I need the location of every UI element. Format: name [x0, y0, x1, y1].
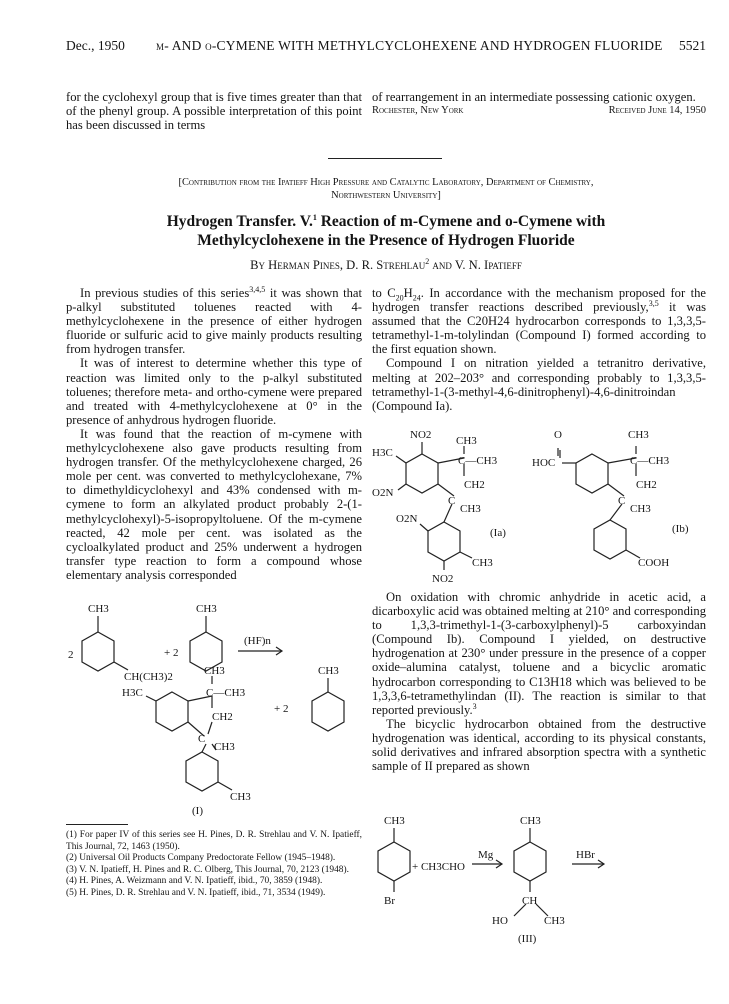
s1-c-ch3: C—CH3: [206, 687, 246, 699]
ib-ch3-a: CH3: [628, 429, 649, 441]
right-column-body-top: [372, 286, 706, 413]
ib-c-ch3: C—CH3: [630, 455, 670, 467]
s1-c: C: [198, 733, 206, 745]
header-page-number: 5521: [679, 38, 706, 53]
left-paragraph-2: It was of interest to determine whether this type of reaction was limited only to the p-alkyl substituted toluenes; therefore meta- and ortho-cymene were prepared and treated with 4-methylcyclohexene at 0° in the presence of anhydrous hydrogen fluoride.: [66, 356, 362, 427]
rp3-ref: 3: [472, 701, 477, 711]
ia-ch2: CH2: [464, 479, 485, 491]
ib-c: C: [618, 495, 626, 507]
ia-ch3-c: CH3: [472, 557, 493, 569]
title-line1-a: Hydrogen Transfer. V.: [166, 213, 313, 230]
s3-ho: HO: [492, 915, 508, 927]
byline-b: and V. N. Ipatieff: [429, 258, 522, 272]
title-footnote-ref: 1: [312, 212, 317, 222]
footnotes: [66, 830, 362, 900]
s3-label: (III): [518, 933, 537, 945]
s1-h3c: H3C: [122, 687, 143, 699]
footnote-4: (4) H. Pines, A. Weizmann and V. N. Ipatieff, ibid., 70, 3859 (1948).: [66, 876, 323, 887]
rp1-a: to C: [372, 286, 396, 300]
s3-mg: Mg: [478, 849, 494, 861]
s3-hbr: HBr: [576, 849, 595, 861]
byline-a: By Herman Pines, D. R. Strehlau: [250, 258, 426, 272]
rp1-d: it was assumed that the C20H24 hydrocarbon corresponds to 1,3,3,5-tetramethyl-1-m-tolylindan (Compound I) formed according to the first equation shown.: [372, 300, 706, 357]
ia-o2n-a: O2N: [372, 487, 394, 499]
ib-label: (Ib): [672, 523, 689, 535]
s3-plus: + CH3CHO: [412, 861, 465, 873]
footnote-1: (1) For paper IV of this series see H. Pines, D. R. Strehlau and V. N. Ipatieff, This Journal, 72, 1463 (1950).: [66, 830, 362, 852]
reaction-scheme-1: [66, 596, 362, 818]
ia-no2-b: NO2: [432, 573, 454, 585]
title-line2: Methylcyclohexene in the Presence of Hydrogen Fluoride: [197, 232, 575, 249]
byline-footnote-ref: 2: [425, 256, 430, 266]
s3-ch3-b: CH3: [520, 815, 541, 827]
footnote-3: (3) V. N. Ipatieff, H. Pines and R. C. Olberg, This Journal, 70, 2123 (1948).: [66, 864, 349, 875]
s1-ch3-d: CH3: [214, 741, 235, 753]
ia-ch3-b: CH3: [460, 503, 481, 515]
prev-article-received: Received June 14, 1950: [608, 105, 706, 117]
ia-h3c: H3C: [372, 447, 393, 459]
s1-reagent: (HF)n: [244, 635, 271, 647]
prev-article-location: Rochester, New York: [372, 105, 464, 117]
contribution-line2: Northwestern University]: [331, 190, 441, 201]
ia-ch3-a: CH3: [456, 435, 477, 447]
s1-ch3-c: CH3: [204, 665, 225, 677]
ib-o: O: [554, 429, 562, 441]
prev-article-right: [372, 90, 706, 118]
s1-ch3-a: CH3: [88, 603, 109, 615]
left-p1-text: In previous studies of this series: [80, 286, 250, 300]
s3-ch3-c: CH3: [544, 915, 565, 927]
rp1-sub1: 20: [395, 293, 404, 303]
left-paragraph-1: [66, 286, 362, 356]
prev-article-left-text: for the cyclohexyl group that is five times greater than that of the phenyl group. A possible interpretation of this point has been discussed in terms: [66, 90, 362, 133]
right-column-body-bottom: [372, 590, 706, 773]
ib-ch2: CH2: [636, 479, 657, 491]
s1-ch3-e: CH3: [318, 665, 339, 677]
byline: [66, 258, 706, 273]
s1-plus-b: + 2: [274, 703, 289, 715]
reaction-scheme-3: [372, 812, 706, 962]
rp1-b: H: [403, 286, 413, 300]
reaction-scheme-ia-ib: [372, 424, 706, 586]
ib-hoc: HOC: [532, 457, 556, 469]
right-paragraph-1: [372, 286, 706, 356]
right-paragraph-3: [372, 590, 706, 717]
header-date: Dec., 1950: [66, 38, 125, 53]
article-title: [66, 212, 706, 250]
s1-ch3-f: CH3: [230, 791, 251, 803]
s1-coef-a: 2: [68, 649, 74, 661]
rp3-text: On oxidation with chromic anhydride in acetic acid, a dicarboxylic acid was obtained melting at 210° and corresponding to 1,3,3-trimethyl-1-(3-carboxylphenyl)-5 carboxyindan (Compound Ib). Compound I yielded, on destructive hydrogenation at 230° under pressure in the presence of a copper oxide–alumina catalyst, toluene and a bicyclic aromatic hydrocarbon corresponding to C13H18 which was believed to be 1,3,3,6-tetramethylindan (II). The reaction is similar to that reported previously.: [372, 590, 706, 717]
header-running-title: m- AND o-CYMENE WITH METHYLCYCLOHEXENE AND HYDROGEN FLUORIDE: [156, 38, 663, 53]
prev-article-address: [372, 104, 706, 118]
s3-ch3-a: CH3: [384, 815, 405, 827]
rp1-sub2: 24: [412, 293, 421, 303]
ib-cooh: COOH: [638, 557, 670, 569]
right-paragraph-2: Compound I on nitration yielded a tetranitro derivative, melting at 202–203° and corresponding probably to 1,3,3,5-tetramethyl-1-(3-methyl-4,6-dinitrophenyl)-4,6-dinitroindan (Compound Ia).: [372, 356, 706, 413]
s1-label-i: (I): [192, 805, 203, 817]
ia-label: (Ia): [490, 527, 506, 539]
rp1-refs: 3,5: [648, 298, 659, 308]
prev-article-right-text: of rearrangement in an intermediate possessing cationic oxygen.: [372, 90, 696, 104]
s1-ch3-b: CH3: [196, 603, 217, 615]
s3-br: Br: [384, 895, 395, 907]
prev-article-left: [66, 90, 362, 132]
s1-plus-a: + 2: [164, 647, 179, 659]
footnote-divider: [66, 824, 128, 825]
s3-ch: CH: [522, 895, 538, 907]
section-divider: [328, 158, 442, 159]
footnote-5: (5) H. Pines, D. R. Strehlau and V. N. Ipatieff, ibid., 71, 3534 (1949).: [66, 887, 326, 898]
left-paragraph-3: It was found that the reaction of m-cymene with methylcyclohexene also gave products resulting from hydrogen transfer. Of the methylcyclohexene charged, 26 mole per cent. was converted to methylcyclohexane, 7% to dimethyldicyclohexyl and 43% condensed with m-cymene to form an alkylated product probably 2-(1-methylcyclohexyl)-5-isopropyltoluene. Of the m-cymene reacted, 42 mole per cent. was isolated as the cycloalkylated product and 25% underwent a hydrogen transfer type reaction to form a compound whose elementary analysis corresponded: [66, 426, 362, 582]
contribution-line1: [Contribution from the Ipatieff High Pressure and Catalytic Laboratory, Department of Chemistry,: [178, 177, 594, 188]
running-header: [66, 38, 706, 56]
ia-no2-a: NO2: [410, 429, 432, 441]
left-p1-rest: it was shown that p-alkyl substituted toluenes reacted with 4-methylcyclohexene in the presence of either hydrogen fluoride or sulfuric acid to give mainly products resulting from hydrogen transfer.: [66, 286, 363, 357]
left-p1-refs: 3,4,5: [249, 284, 266, 294]
ia-o2n-b: O2N: [396, 513, 418, 525]
ib-ch3-b: CH3: [630, 503, 651, 515]
s1-isopropyl: CH(CH3)2: [124, 671, 173, 683]
left-column-body: [66, 286, 362, 582]
rp1-c: . In accordance with the mechanism proposed for the hydrogen transfer reactions described previously,: [372, 286, 706, 315]
right-paragraph-4: The bicyclic hydrocarbon obtained from the destructive hydrogenation was identical, according to its physical constants, solid derivatives and infrared absorption spectra with a synthetic sample of II prepared as shown: [372, 716, 706, 774]
footnote-2: (2) Universal Oil Products Company Predoctorate Fellow (1945–1948).: [66, 853, 336, 864]
contribution-note: [66, 176, 706, 202]
ia-c: C: [448, 495, 456, 507]
s1-ch2: CH2: [212, 711, 233, 723]
title-line1-b: Reaction of m-Cymene and o-Cymene with: [316, 213, 606, 230]
ia-c-ch3: C—CH3: [458, 455, 498, 467]
